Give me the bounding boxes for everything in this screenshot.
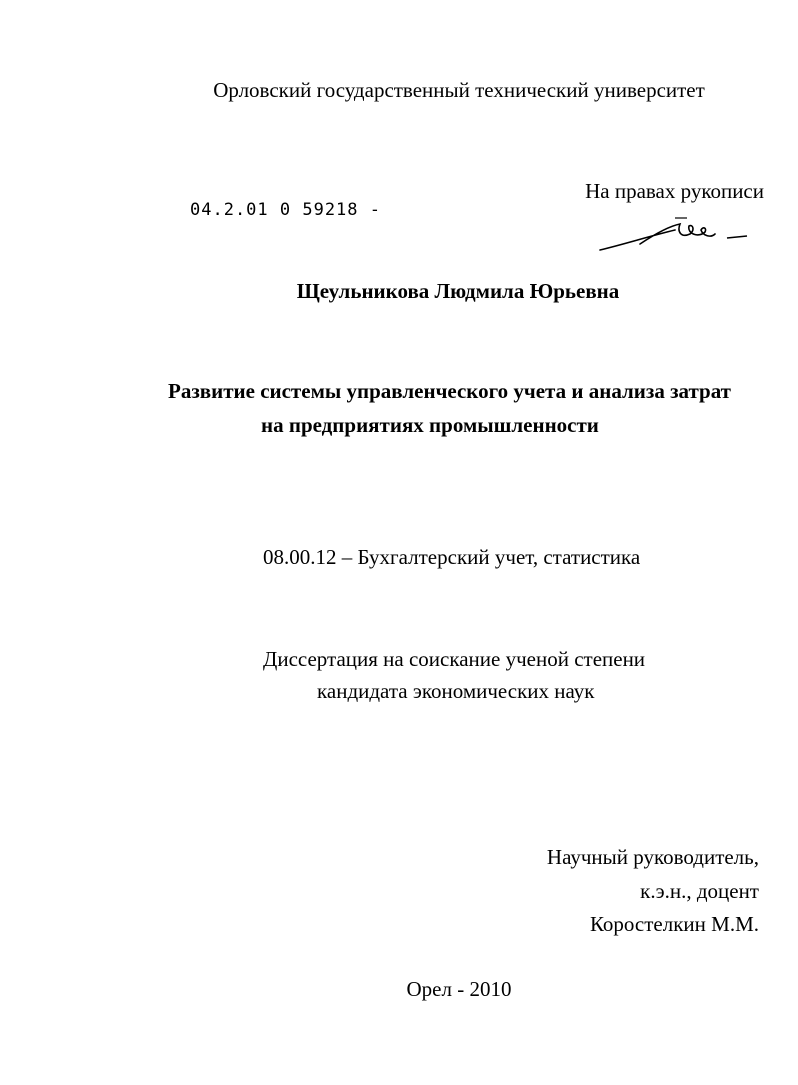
university-name: Орловский государственный технический университет <box>213 78 705 102</box>
degree-line-2: кандидата экономических наук <box>317 679 595 703</box>
thesis-title-line-2: на предприятиях промышленности <box>261 413 599 437</box>
registration-code: 04.2.01 0 59218 - <box>190 200 381 220</box>
handwritten-signature <box>595 212 765 257</box>
author-name: Щеульникова Людмила Юрьевна <box>296 279 620 303</box>
degree-line-1: Диссертация на соискание ученой степени <box>263 647 646 671</box>
supervisor-rank: к.э.н., доцент <box>640 879 759 903</box>
supervisor-role: Научный руководитель, <box>546 845 759 869</box>
specialty-code: 08.00.12 – Бухгалтерский учет, статистика <box>263 545 641 569</box>
thesis-title-line-1: Развитие системы управленческого учета и анализа затрат <box>168 379 732 403</box>
supervisor-name: Коростелкин М.М. <box>589 912 759 936</box>
rights-note: На правах рукописи <box>585 179 764 203</box>
place-and-year: Орел - 2010 <box>406 977 512 1001</box>
